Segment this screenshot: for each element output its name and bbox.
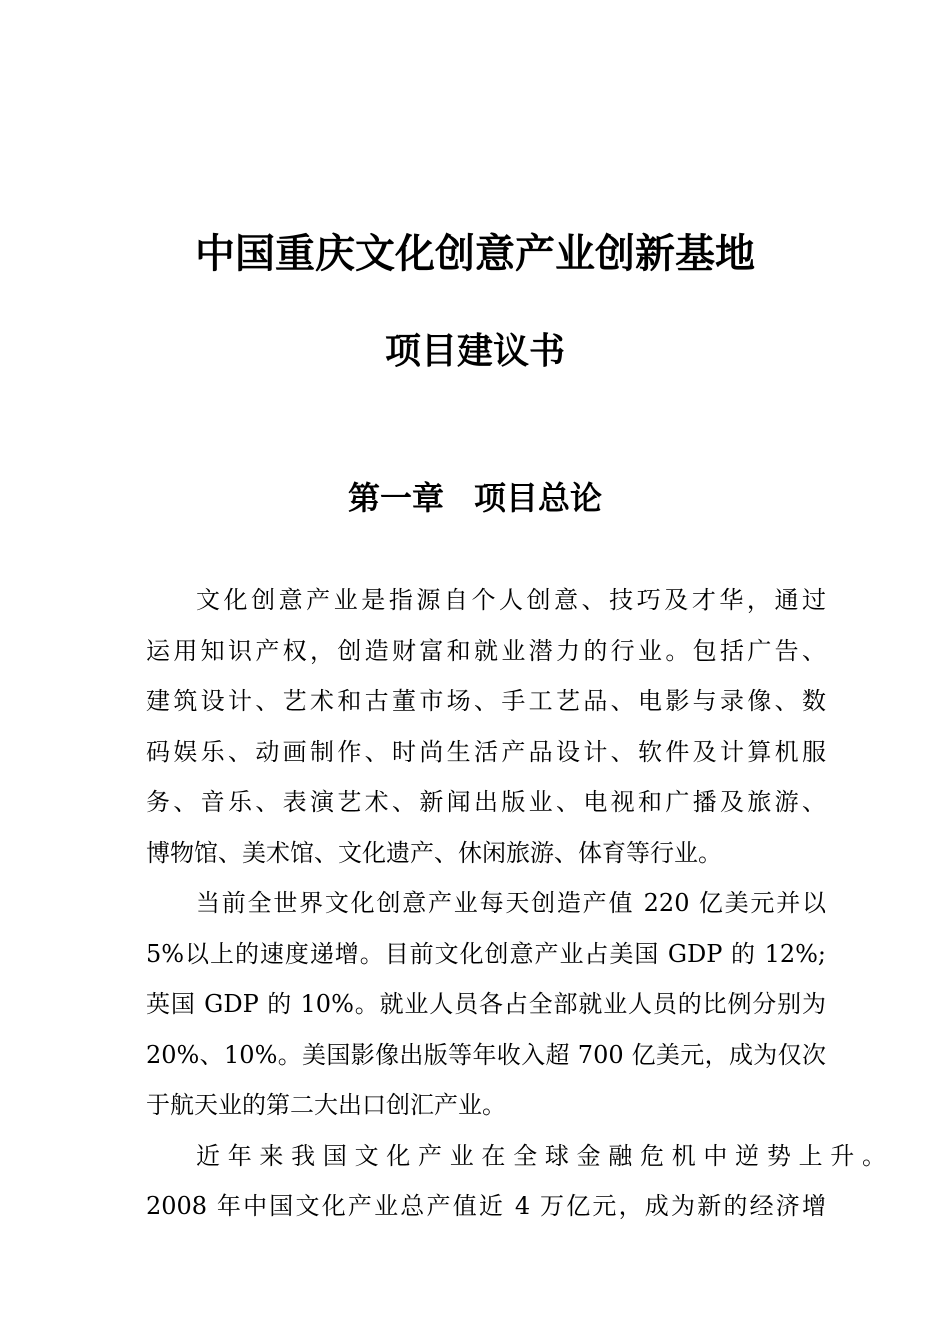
text-line: 2008 年中国文化产业总产值近 4 万亿元，成为新的经济增 <box>146 1192 826 1220</box>
text-line: 20%、10%。美国影像出版等年收入超 700 亿美元，成为仅次 <box>146 1040 826 1069</box>
text-line: 务、音乐、表演艺术、新闻出版业、电视和广播及旅游、 <box>146 788 826 816</box>
text-line: 近年来我国文化产业在全球金融危机中逆势上升。 <box>196 1141 886 1170</box>
text-line: 于航天业的第二大出口创汇产业。 <box>146 1091 506 1119</box>
paragraph-global-output <box>146 878 826 1131</box>
text-line: 5%以上的速度递增。目前文化创意产业占美国 GDP 的 12%; <box>146 939 826 968</box>
document-subtitle: 项目建议书 <box>384 331 565 372</box>
text-line: 文化创意产业是指源自个人创意、技巧及才华，通过 <box>196 586 826 614</box>
text-line: 英国 GDP 的 10%。就业人员各占全部就业人员的比例分别为 <box>146 990 826 1018</box>
body-text <box>146 575 886 1232</box>
text-line: 码娱乐、动画制作、时尚生活产品设计、软件及计算机服 <box>146 737 826 766</box>
chapter-heading <box>0 474 950 522</box>
text-line: 博物馆、美术馆、文化遗产、休闲旅游、体育等行业。 <box>146 838 722 867</box>
text-line: 运用知识产权，创造财富和就业潜力的行业。包括广告、 <box>146 636 826 665</box>
document-title: 中国重庆文化创意产业创新基地 <box>195 231 755 277</box>
chapter-name: 项目总论 <box>474 479 603 517</box>
text-line: 建筑设计、艺术和古董市场、手工艺品、电影与录像、数 <box>146 687 826 715</box>
text-line: 当前全世界文化创意产业每天创造产值 220 亿美元并以 <box>196 889 826 917</box>
paragraph-definition <box>146 575 826 878</box>
chapter-number: 第一章 <box>347 479 444 517</box>
paragraph-china-industry <box>146 1131 886 1232</box>
